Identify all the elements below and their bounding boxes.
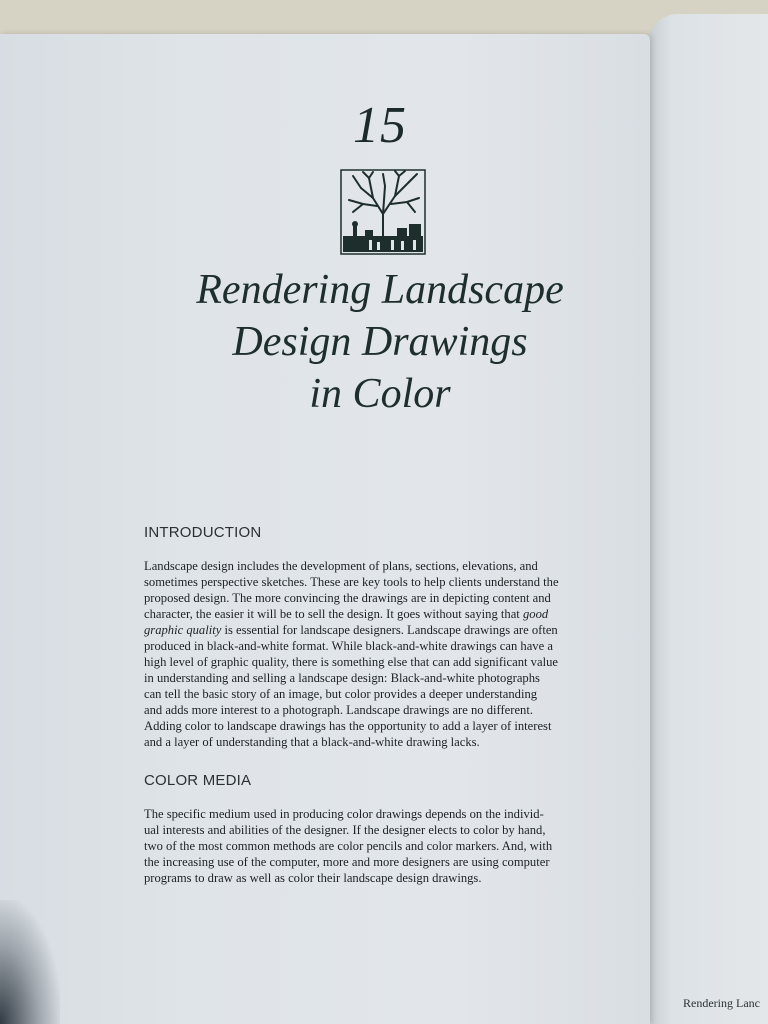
text-line: proposed design. The more convincing the drawings are in depicting content and [144, 591, 551, 605]
text-line [144, 606, 614, 622]
text-line: in understanding and selling a landscape design: Black-and-white photographs [144, 671, 540, 685]
title-line: Design Drawings [232, 319, 528, 365]
right-page [648, 14, 768, 1024]
text-line: high level of graphic quality, there is something else that can add significant value [144, 655, 558, 669]
text-line: The specific medium used in producing color drawings depends on the individ- [144, 807, 544, 821]
chapter-number: 15 [353, 97, 407, 154]
tree-landscape-icon [339, 168, 427, 256]
text-line: produced in black-and-white format. While black-and-white drawings can have a [144, 639, 553, 653]
introduction-paragraph [144, 558, 614, 750]
text-segment: character, the easier it will be to sell the design. It goes without saying that [144, 607, 520, 621]
title-line: Rendering Landscape [196, 267, 564, 313]
text-line [144, 622, 614, 638]
text-line: sometimes perspective sketches. These are key tools to help clients understand the [144, 575, 559, 589]
text-line: Adding color to landscape drawings has the opportunity to add a layer of interest [144, 719, 552, 733]
text-line: the increasing use of the computer, more and more designers are using computer [144, 855, 550, 869]
chapter-title [150, 264, 610, 420]
section-heading-color-media: COLOR MEDIA [144, 772, 252, 789]
section-heading-introduction: INTRODUCTION [144, 524, 262, 541]
text-line: programs to draw as well as color their landscape design drawings. [144, 871, 482, 885]
text-line: two of the most common methods are color pencils and color markers. And, with [144, 839, 553, 853]
text-line: and adds more interest to a photograph. Landscape drawings are no different. [144, 703, 533, 717]
text-segment: is essential for landscape designers. Landscape drawings are often [224, 623, 558, 637]
running-head: Rendering Lanc [683, 996, 760, 1010]
text-line: Landscape design includes the development of plans, sections, elevations, and [144, 559, 538, 573]
text-line: can tell the basic story of an image, but color provides a deeper understanding [144, 687, 538, 701]
corner-shadow [0, 900, 60, 1024]
emphasis-text: good [522, 607, 549, 621]
text-line: and a layer of understanding that a black-and-white drawing lacks. [144, 735, 480, 749]
emphasis-text: graphic quality [144, 623, 222, 637]
text-line: ual interests and abilities of the designer. If the designer elects to color by hand, [144, 823, 546, 837]
title-line: in Color [309, 371, 451, 417]
color-media-paragraph [144, 806, 614, 886]
